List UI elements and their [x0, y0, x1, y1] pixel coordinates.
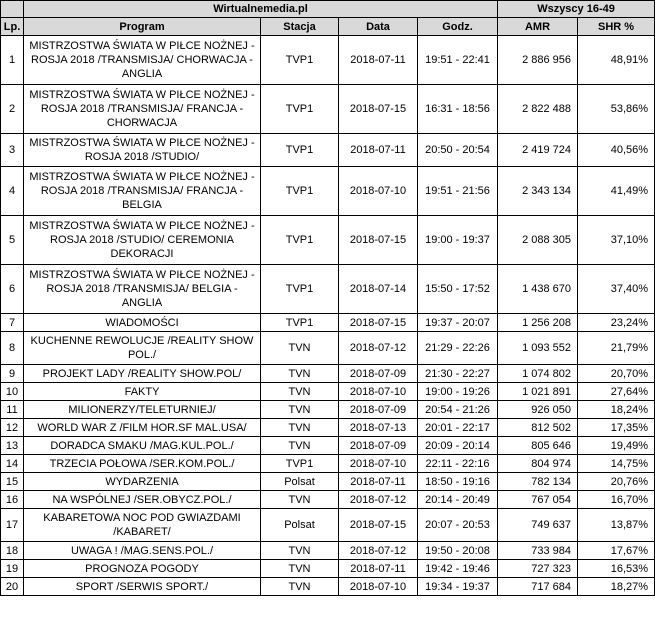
cell-program: PROGNOZA POGODY — [24, 560, 261, 578]
cell-amr: 2 886 956 — [498, 36, 578, 85]
cell-program: KABARETOWA NOC POD GWIAZDAMI /KABARET/ — [24, 509, 261, 542]
cell-godz: 21:30 - 22:27 — [418, 365, 498, 383]
cell-lp: 6 — [1, 265, 24, 314]
cell-shr: 37,10% — [578, 216, 655, 265]
cell-program: MISTRZOSTWA ŚWIATA W PIŁCE NOŻNEJ - ROSJA 2018 /TRANSMISJA/ CHORWACJA - ANGLIA — [24, 36, 261, 85]
cell-lp: 4 — [1, 167, 24, 216]
cell-lp: 2 — [1, 85, 24, 134]
cell-stacja: TVN — [261, 560, 339, 578]
cell-program: SPORT /SERWIS SPORT./ — [24, 578, 261, 596]
cell-stacja: TVN — [261, 401, 339, 419]
cell-shr: 20,76% — [578, 473, 655, 491]
cell-stacja: TVP1 — [261, 265, 339, 314]
cell-shr: 40,56% — [578, 134, 655, 167]
cell-program: MISTRZOSTWA ŚWIATA W PIŁCE NOŻNEJ - ROSJA 2018 /STUDIO/ CEREMONIA DEKORACJI — [24, 216, 261, 265]
cell-amr: 2 419 724 — [498, 134, 578, 167]
col-header-amr: AMR — [498, 18, 578, 36]
cell-amr: 1 021 891 — [498, 383, 578, 401]
cell-stacja: TVN — [261, 419, 339, 437]
cell-stacja: TVN — [261, 332, 339, 365]
cell-lp: 1 — [1, 36, 24, 85]
col-header-program: Program — [24, 18, 261, 36]
cell-program: NA WSPÓLNEJ /SER.OBYCZ.POL./ — [24, 491, 261, 509]
cell-data: 2018-07-14 — [339, 265, 418, 314]
cell-shr: 16,70% — [578, 491, 655, 509]
cell-lp: 18 — [1, 542, 24, 560]
cell-godz: 20:09 - 20:14 — [418, 437, 498, 455]
cell-amr: 727 323 — [498, 560, 578, 578]
cell-program: PROJEKT LADY /REALITY SHOW.POL/ — [24, 365, 261, 383]
cell-data: 2018-07-11 — [339, 473, 418, 491]
table-row — [1, 365, 655, 383]
cell-godz: 19:50 - 20:08 — [418, 542, 498, 560]
cell-amr: 717 684 — [498, 578, 578, 596]
cell-shr: 53,86% — [578, 85, 655, 134]
cell-godz: 20:07 - 20:53 — [418, 509, 498, 542]
cell-data: 2018-07-10 — [339, 383, 418, 401]
cell-data: 2018-07-12 — [339, 491, 418, 509]
cell-godz: 19:37 - 20:07 — [418, 314, 498, 332]
cell-amr: 1 093 552 — [498, 332, 578, 365]
source-title: Wirtualnemedia.pl — [24, 1, 498, 18]
cell-program: MISTRZOSTWA ŚWIATA W PIŁCE NOŻNEJ - ROSJA 2018 /STUDIO/ — [24, 134, 261, 167]
cell-data: 2018-07-15 — [339, 509, 418, 542]
table-row — [1, 419, 655, 437]
cell-data: 2018-07-15 — [339, 216, 418, 265]
blank-corner-cell — [1, 1, 24, 18]
cell-amr: 805 646 — [498, 437, 578, 455]
cell-lp: 3 — [1, 134, 24, 167]
cell-shr: 13,87% — [578, 509, 655, 542]
cell-data: 2018-07-12 — [339, 332, 418, 365]
cell-shr: 23,24% — [578, 314, 655, 332]
cell-stacja: TVN — [261, 365, 339, 383]
cell-lp: 9 — [1, 365, 24, 383]
cell-lp: 13 — [1, 437, 24, 455]
table-row — [1, 509, 655, 542]
cell-amr: 2 822 488 — [498, 85, 578, 134]
cell-lp: 15 — [1, 473, 24, 491]
table-row — [1, 36, 655, 85]
cell-lp: 5 — [1, 216, 24, 265]
col-header-shr: SHR % — [578, 18, 655, 36]
cell-data: 2018-07-15 — [339, 85, 418, 134]
cell-data: 2018-07-15 — [339, 314, 418, 332]
cell-shr: 17,35% — [578, 419, 655, 437]
column-header-row — [1, 18, 655, 36]
cell-godz: 18:50 - 19:16 — [418, 473, 498, 491]
cell-godz: 19:42 - 19:46 — [418, 560, 498, 578]
cell-shr: 17,67% — [578, 542, 655, 560]
cell-stacja: TVP1 — [261, 85, 339, 134]
cell-amr: 2 088 305 — [498, 216, 578, 265]
table-row — [1, 332, 655, 365]
cell-godz: 19:51 - 22:41 — [418, 36, 498, 85]
cell-stacja: TVN — [261, 383, 339, 401]
cell-amr: 1 074 802 — [498, 365, 578, 383]
cell-data: 2018-07-09 — [339, 365, 418, 383]
cell-data: 2018-07-09 — [339, 437, 418, 455]
table-row — [1, 85, 655, 134]
cell-godz: 20:14 - 20:49 — [418, 491, 498, 509]
cell-stacja: TVP1 — [261, 167, 339, 216]
cell-godz: 19:51 - 21:56 — [418, 167, 498, 216]
cell-program: DORADCA SMAKU /MAG.KUL.POL./ — [24, 437, 261, 455]
table-row — [1, 560, 655, 578]
cell-shr: 48,91% — [578, 36, 655, 85]
cell-program: WYDARZENIA — [24, 473, 261, 491]
cell-stacja: TVN — [261, 578, 339, 596]
col-header-godz: Godz. — [418, 18, 498, 36]
cell-shr: 20,70% — [578, 365, 655, 383]
cell-stacja: Polsat — [261, 509, 339, 542]
cell-amr: 1 438 670 — [498, 265, 578, 314]
cell-program: MILIONERZY/TELETURNIEJ/ — [24, 401, 261, 419]
cell-program: MISTRZOSTWA ŚWIATA W PIŁCE NOŻNEJ - ROSJA 2018 /TRANSMISJA/ FRANCJA - CHORWACJA — [24, 85, 261, 134]
cell-amr: 733 984 — [498, 542, 578, 560]
cell-data: 2018-07-11 — [339, 36, 418, 85]
cell-lp: 8 — [1, 332, 24, 365]
cell-shr: 19,49% — [578, 437, 655, 455]
cell-stacja: TVP1 — [261, 216, 339, 265]
cell-stacja: TVN — [261, 437, 339, 455]
table-row — [1, 401, 655, 419]
cell-godz: 19:34 - 19:37 — [418, 578, 498, 596]
cell-lp: 19 — [1, 560, 24, 578]
cell-data: 2018-07-13 — [339, 419, 418, 437]
cell-amr: 804 974 — [498, 455, 578, 473]
table-row — [1, 542, 655, 560]
cell-lp: 10 — [1, 383, 24, 401]
cell-shr: 18,27% — [578, 578, 655, 596]
cell-data: 2018-07-12 — [339, 542, 418, 560]
cell-godz: 21:29 - 22:26 — [418, 332, 498, 365]
cell-godz: 22:11 - 22:16 — [418, 455, 498, 473]
table-row — [1, 473, 655, 491]
cell-shr: 21,79% — [578, 332, 655, 365]
table-row — [1, 437, 655, 455]
cell-amr: 2 343 134 — [498, 167, 578, 216]
cell-stacja: TVN — [261, 491, 339, 509]
table-row — [1, 383, 655, 401]
col-header-data: Data — [339, 18, 418, 36]
cell-program: TRZECIA POŁOWA /SER.KOM.POL./ — [24, 455, 261, 473]
cell-stacja: TVP1 — [261, 36, 339, 85]
cell-program: MISTRZOSTWA ŚWIATA W PIŁCE NOŻNEJ - ROSJA 2018 /TRANSMISJA/ FRANCJA - BELGIA — [24, 167, 261, 216]
super-header-row — [1, 1, 655, 18]
cell-lp: 7 — [1, 314, 24, 332]
cell-program: FAKTY — [24, 383, 261, 401]
cell-shr: 27,64% — [578, 383, 655, 401]
cell-program: UWAGA ! /MAG.SENS.POL./ — [24, 542, 261, 560]
cell-amr: 782 134 — [498, 473, 578, 491]
cell-amr: 749 637 — [498, 509, 578, 542]
cell-godz: 15:50 - 17:52 — [418, 265, 498, 314]
table-row — [1, 578, 655, 596]
cell-lp: 11 — [1, 401, 24, 419]
cell-data: 2018-07-10 — [339, 167, 418, 216]
table-row — [1, 455, 655, 473]
cell-program: KUCHENNE REWOLUCJE /REALITY SHOW POL./ — [24, 332, 261, 365]
cell-shr: 16,53% — [578, 560, 655, 578]
col-header-lp: Lp. — [1, 18, 24, 36]
table-row — [1, 216, 655, 265]
cell-program: MISTRZOSTWA ŚWIATA W PIŁCE NOŻNEJ - ROSJA 2018 /TRANSMISJA/ BELGIA - ANGLIA — [24, 265, 261, 314]
cell-amr: 812 502 — [498, 419, 578, 437]
cell-lp: 12 — [1, 419, 24, 437]
cell-godz: 19:00 - 19:37 — [418, 216, 498, 265]
cell-godz: 20:50 - 20:54 — [418, 134, 498, 167]
cell-amr: 1 256 208 — [498, 314, 578, 332]
cell-stacja: TVP1 — [261, 455, 339, 473]
table-row — [1, 167, 655, 216]
cell-lp: 16 — [1, 491, 24, 509]
cell-amr: 767 054 — [498, 491, 578, 509]
table-row — [1, 491, 655, 509]
cell-data: 2018-07-11 — [339, 134, 418, 167]
cell-stacja: TVP1 — [261, 314, 339, 332]
cell-stacja: TVN — [261, 542, 339, 560]
cell-amr: 926 050 — [498, 401, 578, 419]
cell-lp: 14 — [1, 455, 24, 473]
cell-lp: 17 — [1, 509, 24, 542]
target-group-title: Wszyscy 16-49 — [498, 1, 655, 18]
cell-godz: 20:54 - 21:26 — [418, 401, 498, 419]
cell-shr: 41,49% — [578, 167, 655, 216]
cell-lp: 20 — [1, 578, 24, 596]
cell-program: WIADOMOŚCI — [24, 314, 261, 332]
cell-shr: 14,75% — [578, 455, 655, 473]
table-row — [1, 314, 655, 332]
cell-stacja: TVP1 — [261, 134, 339, 167]
cell-shr: 18,24% — [578, 401, 655, 419]
table-row — [1, 265, 655, 314]
cell-program: WORLD WAR Z /FILM HOR.SF MAL.USA/ — [24, 419, 261, 437]
cell-data: 2018-07-10 — [339, 455, 418, 473]
cell-data: 2018-07-11 — [339, 560, 418, 578]
cell-data: 2018-07-10 — [339, 578, 418, 596]
cell-godz: 19:00 - 19:26 — [418, 383, 498, 401]
cell-stacja: Polsat — [261, 473, 339, 491]
cell-godz: 16:31 - 18:56 — [418, 85, 498, 134]
cell-data: 2018-07-09 — [339, 401, 418, 419]
cell-shr: 37,40% — [578, 265, 655, 314]
cell-godz: 20:01 - 22:17 — [418, 419, 498, 437]
table-row — [1, 134, 655, 167]
col-header-stacja: Stacja — [261, 18, 339, 36]
